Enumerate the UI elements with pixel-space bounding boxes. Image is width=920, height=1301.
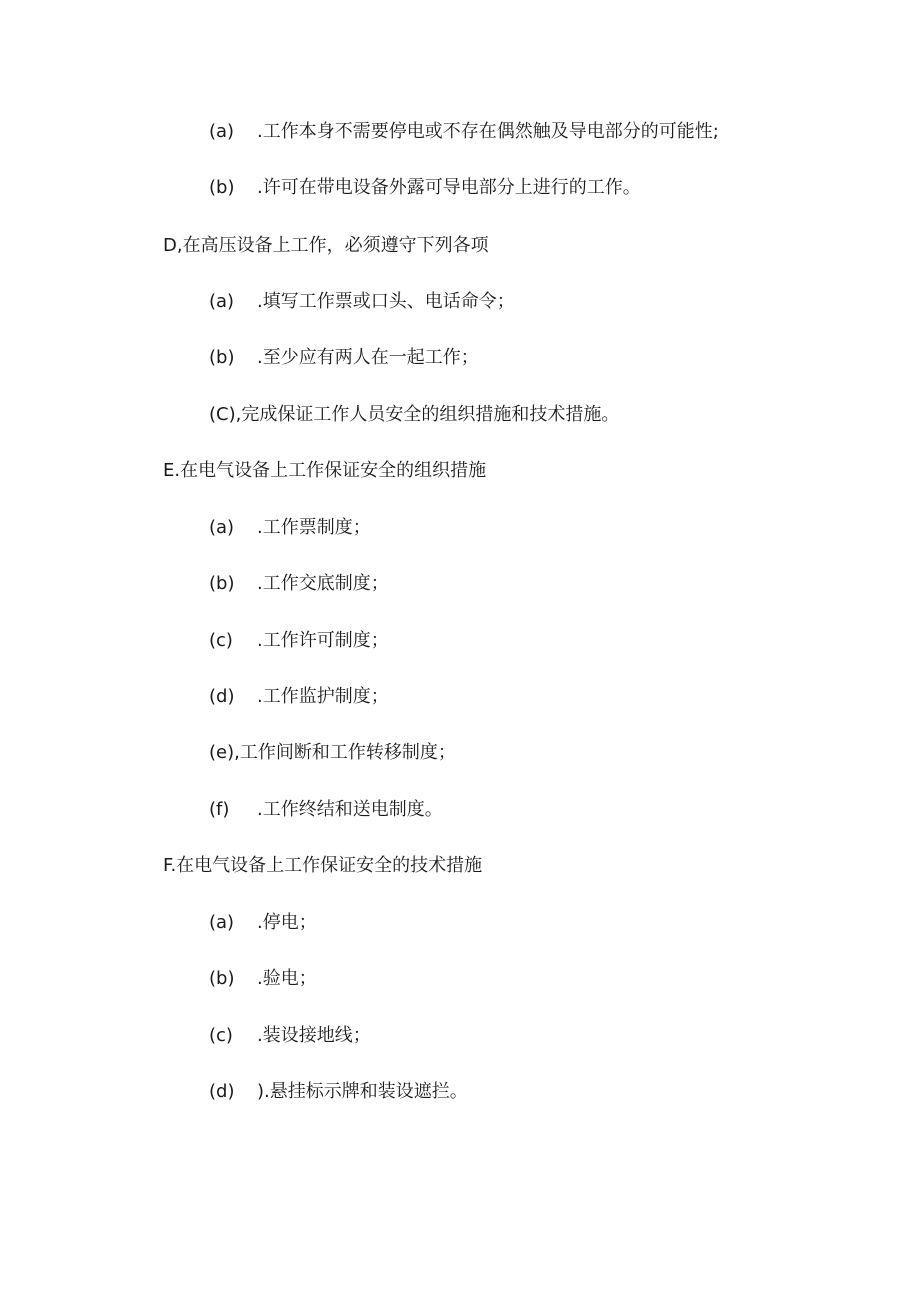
list-item-text: ).悬挂标示牌和装设遮拦。	[257, 1081, 468, 1102]
list-item	[209, 572, 389, 596]
list-item-text: .停电；	[257, 912, 317, 933]
list-item-text: .至少应有两人在一起工作；	[257, 347, 479, 368]
list-marker: (c)	[209, 630, 233, 651]
list-marker: (c)	[209, 1025, 233, 1046]
list-item	[209, 120, 719, 144]
list-marker: (b)	[209, 347, 235, 368]
list-item-text: 工作间断和工作转移制度；	[239, 742, 456, 763]
section-heading: D,在高压设备上工作，必须遵守下列各项	[163, 235, 489, 256]
list-item	[209, 516, 371, 540]
list-marker: (a)	[209, 121, 235, 142]
list-marker: (d)	[209, 1081, 235, 1102]
list-item-text: 完成保证工作人员安全的组织措施和技术措施。	[241, 404, 620, 425]
list-marker: (a)	[209, 291, 235, 312]
list-marker: (C),	[209, 404, 242, 425]
list-item-text: .工作交底制度；	[257, 573, 389, 594]
list-item	[209, 967, 317, 991]
list-item	[209, 1024, 371, 1048]
list-item-text: .填写工作票或口头、电话命令；	[257, 291, 515, 312]
list-marker: (d)	[209, 686, 235, 707]
list-item	[209, 911, 317, 935]
list-item	[209, 741, 456, 765]
list-item-text: .工作本身不需要停电或不存在偶然触及导电部分的可能性;	[257, 121, 719, 142]
list-item-text: .装设接地线；	[257, 1025, 371, 1046]
list-marker: (b)	[209, 177, 235, 198]
list-item	[209, 346, 479, 370]
list-marker: (a)	[209, 912, 235, 933]
list-item	[209, 176, 641, 200]
list-marker: (a)	[209, 517, 235, 538]
list-item-text: .工作终结和送电制度。	[257, 799, 443, 820]
list-item-text: .许可在带电设备外露可导电部分上进行的工作。	[257, 177, 641, 198]
list-marker: (f)	[209, 799, 230, 820]
list-item	[209, 629, 389, 653]
list-marker: (b)	[209, 573, 235, 594]
list-item	[209, 798, 443, 822]
section-heading: E.在电气设备上工作保证安全的组织措施	[163, 460, 487, 481]
list-item-text: .工作监护制度；	[257, 686, 389, 707]
list-marker: (b)	[209, 968, 235, 989]
list-item	[209, 685, 389, 709]
list-item-text: .验电；	[257, 968, 317, 989]
list-marker: (e),	[209, 742, 240, 763]
list-item	[209, 403, 619, 427]
list-item	[209, 290, 515, 314]
section-heading: F.在电气设备上工作保证安全的技术措施	[163, 855, 483, 876]
list-item-text: .工作票制度；	[257, 517, 371, 538]
list-item	[209, 1080, 468, 1104]
list-item-text: .工作许可制度；	[257, 630, 389, 651]
